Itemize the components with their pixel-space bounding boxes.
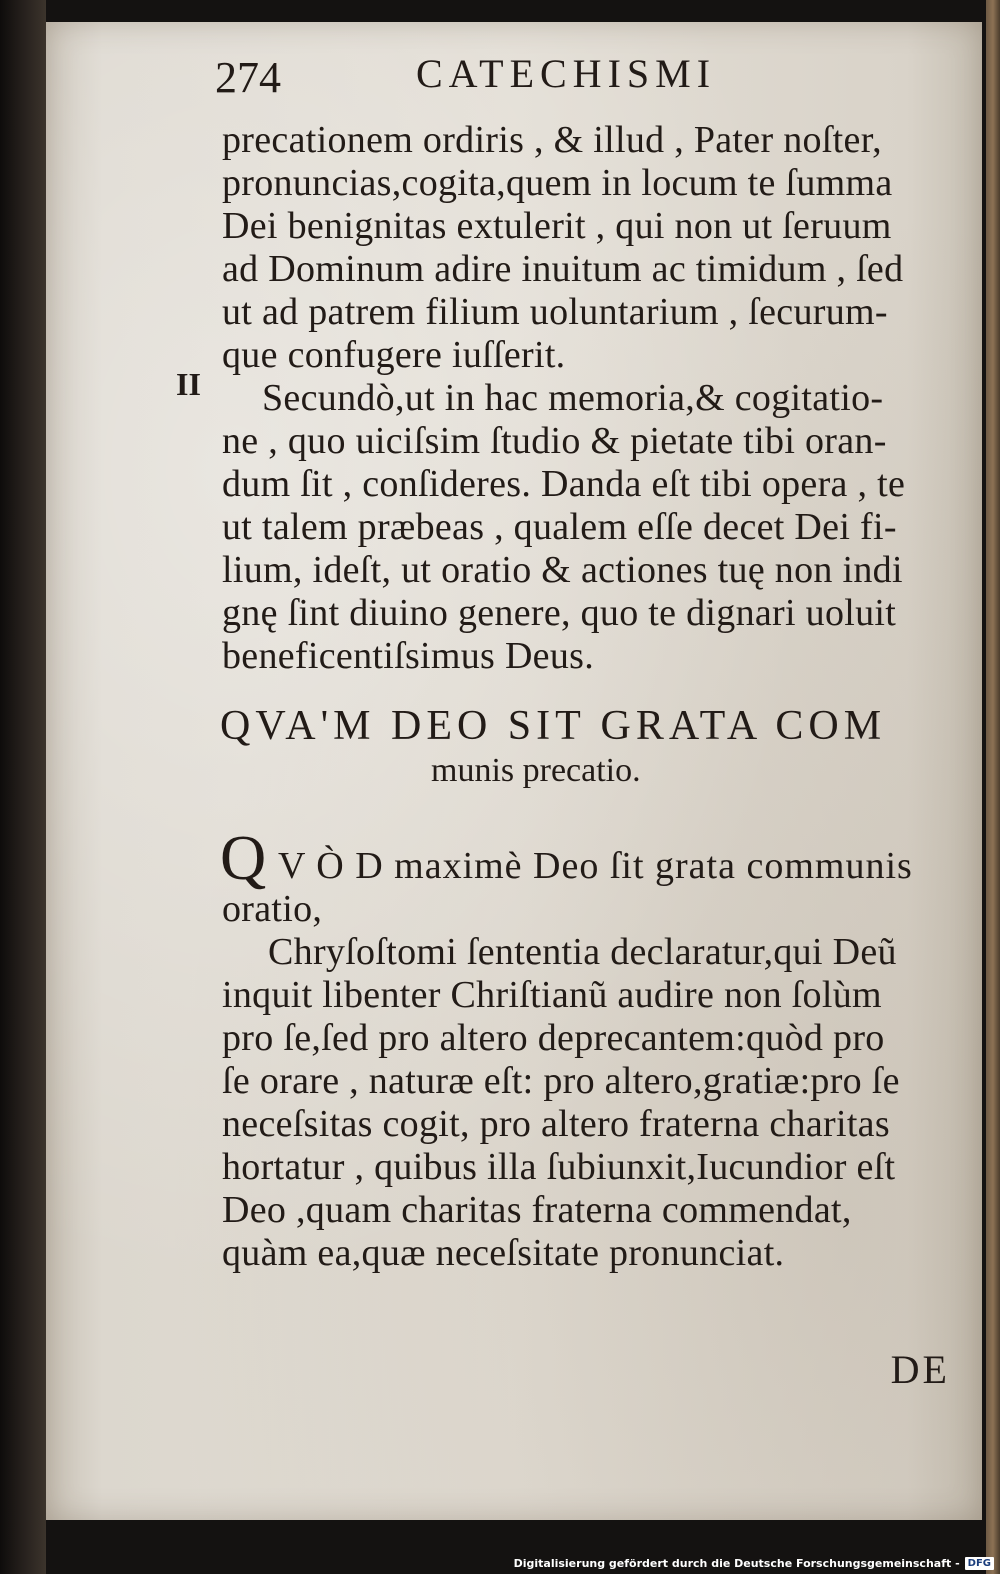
- text-line: pronuncias,cogita,quem in locum te ſumma: [222, 162, 893, 204]
- text-line: hortatur , quibus illa ſubiunxit,Iucundior eſt: [222, 1146, 896, 1188]
- digitization-credit: [514, 1557, 994, 1570]
- book-binding-edge: [0, 0, 46, 1574]
- text-line: lium, ideſt, ut oratio & actiones tuę non indi: [222, 549, 903, 591]
- book-fore-edge: [986, 0, 1000, 1574]
- text-line: ut ad patrem filium uoluntarium , ſecurum-: [222, 291, 888, 333]
- catchword: DE: [890, 1347, 950, 1392]
- text-line: pro ſe,ſed pro altero deprecantem:quòd pro: [222, 1017, 885, 1059]
- credit-text: Digitalisierung gefördert durch die Deutsche Forschungsgemeinschaft -: [513, 1557, 960, 1570]
- text-line: dum ſit , conſideres. Danda eſt tibi opera , te: [222, 463, 906, 505]
- text-line: neceſsitas cogit, pro altero fraterna charitas: [222, 1103, 890, 1145]
- drop-cap: Q: [220, 822, 267, 893]
- text-line: Chryſoſtomi ſententia declaratur,qui Deũ: [268, 931, 897, 973]
- text-line: ut talem præbeas , qualem eſſe decet Dei fi-: [222, 506, 897, 548]
- text-line: Dei benignitas extulerit , qui non ut ſeruum: [222, 205, 892, 247]
- section-subheading: munis precatio.: [431, 752, 641, 789]
- text-line: Deo ,quam charitas fraterna commendat,: [222, 1189, 852, 1231]
- text-line: inquit libenter Chriſtianũ audire non ſolùm: [222, 974, 882, 1016]
- text-line: que confugere iuſſerit.: [222, 334, 566, 376]
- text-line: precationem ordiris , & illud , Pater noſter,: [222, 119, 882, 161]
- running-title: CATECHISMI: [416, 51, 717, 96]
- text-line: Secundò,ut in hac memoria,& cogitatio-: [262, 377, 884, 419]
- dfg-logo: DFG: [965, 1557, 994, 1570]
- text-line: gnę ſint diuino genere, quo te dignari uoluit: [222, 592, 897, 634]
- text-line: ne , quo uiciſsim ſtudio & pietate tibi oran-: [222, 420, 887, 462]
- section-heading: QVA'M DEO SIT GRATA COM: [220, 703, 887, 749]
- text-line: ad Dominum adire inuitum ac timidum , ſed: [222, 248, 904, 290]
- text-line: oratio,: [222, 888, 323, 930]
- text-line: ſe orare , naturæ eſt: pro altero,gratiæ:pro ſe: [222, 1060, 900, 1102]
- text-line: beneficentiſsimus Deus.: [222, 635, 595, 677]
- margin-number: II: [176, 366, 201, 402]
- text-line: V Ò D maximè Deo ſit grata communis: [278, 845, 913, 887]
- text-line: quàm ea,quæ neceſsitate pronunciat.: [222, 1232, 785, 1274]
- page-number: 274: [215, 53, 281, 102]
